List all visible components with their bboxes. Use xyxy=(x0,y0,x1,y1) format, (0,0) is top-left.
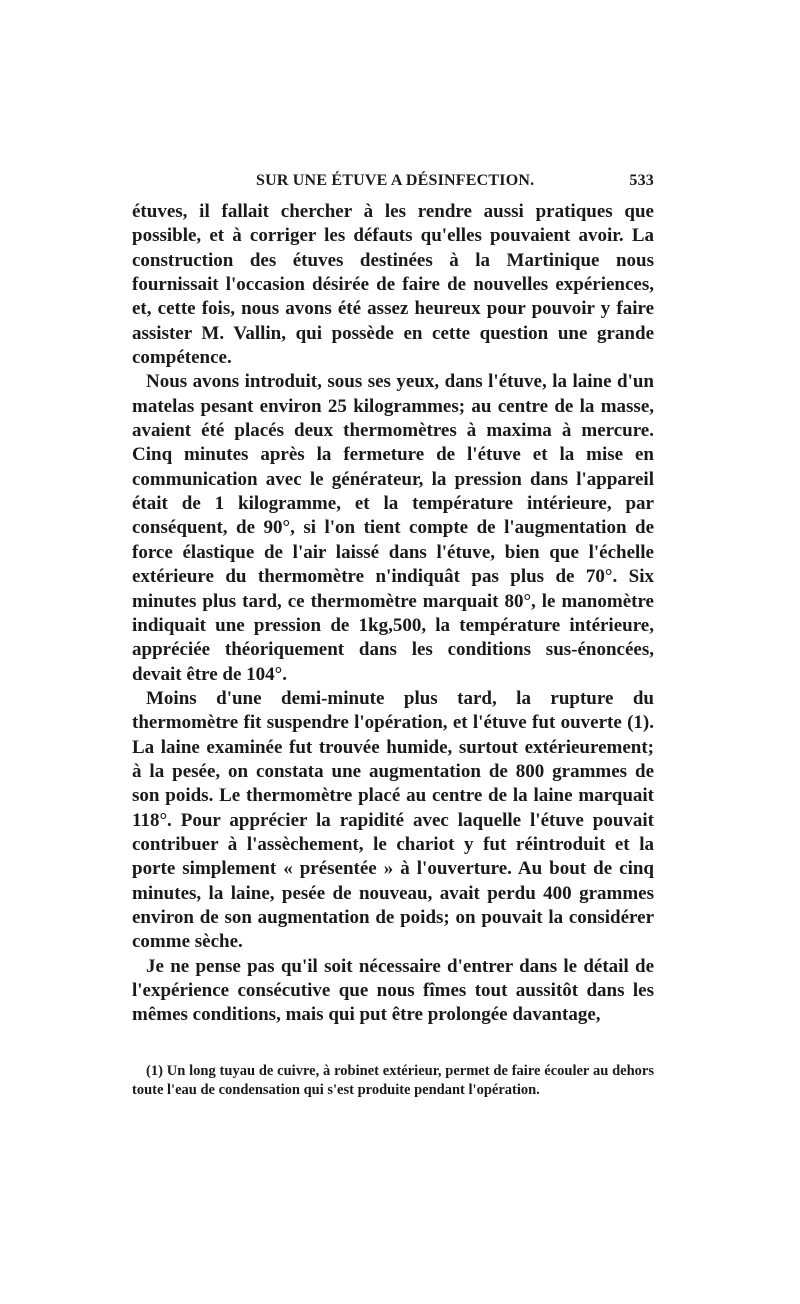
footnote-text: (1) Un long tuyau de cuivre, à robinet extérieur, permet de faire écouler au dehors toute l'eau de condensation qui s'est produite pendant l'opération. xyxy=(132,1063,654,1098)
body-text xyxy=(132,200,654,1028)
paragraph-result: Moins d'une demi-minute plus tard, la rupture du thermomètre fit suspendre l'opération, et l'étuve fut ouverte (1). La laine examinée fut trouvée humide, surtout extérieurement; à la pesée, on constata une augmentation de 800 grammes de son poids. Le thermomètre placé au centre de la laine marquait 118°. Pour apprécier la rapidité avec laquelle l'étuve pouvait contribuer à l'assèchement, le chariot y fut réintroduit et la porte simplement « présentée » à l'ouverture. Au bout de cinq minutes, la laine, pesée de nouveau, avait perdu 400 grammes environ de son augmentation de poids; on pouvait la considérer comme sèche. xyxy=(132,687,654,953)
paragraph-continuation: étuves, il fallait chercher à les rendre aussi pratiques que possible, et à corriger les défauts qu'elles pouvaient avoir. La construction des étuves destinées à la Martinique nous fournissait l'occasion désirée de faire de nouvelles expériences, et, cette fois, nous avons été assez heureux pour pouvoir y faire assister M. Vallin, qui possède en cette question une grande compétence. xyxy=(132,201,654,369)
running-head-title: SUR UNE ÉTUVE A DÉSINFECTION. xyxy=(256,172,535,189)
running-head xyxy=(132,172,654,194)
paragraph-next-experiment: Je ne pense pas qu'il soit nécessaire d'entrer dans le détail de l'expérience consécutive que nous fîmes tout aussitôt dans les mêmes conditions, mais qui put être prolongée davantage, xyxy=(132,955,654,1026)
footnote xyxy=(132,1062,654,1099)
page-number: 533 xyxy=(629,172,654,189)
paragraph-experiment: Nous avons introduit, sous ses yeux, dans l'étuve, la laine d'un matelas pesant environ 25 kilogrammes; au centre de la masse, avaient été placés deux thermomètres à maxima à mercure. Cinq minutes après la fermeture de l'étuve et la mise en communication avec le générateur, la pression dans l'appareil était de 1 kilogramme, et la température intérieure, par conséquent, de 90°, si l'on tient compte de l'augmentation de force élastique de l'air laissé dans l'étuve, bien que l'échelle extérieure du thermomètre n'indiquât pas plus de 70°. Six minutes plus tard, ce thermomètre marquait 80°, le manomètre indiquait une pression de 1kg,500, la température intérieure, appréciée théoriquement dans les conditions sus-énoncées, devait être de 104°. xyxy=(132,371,654,685)
